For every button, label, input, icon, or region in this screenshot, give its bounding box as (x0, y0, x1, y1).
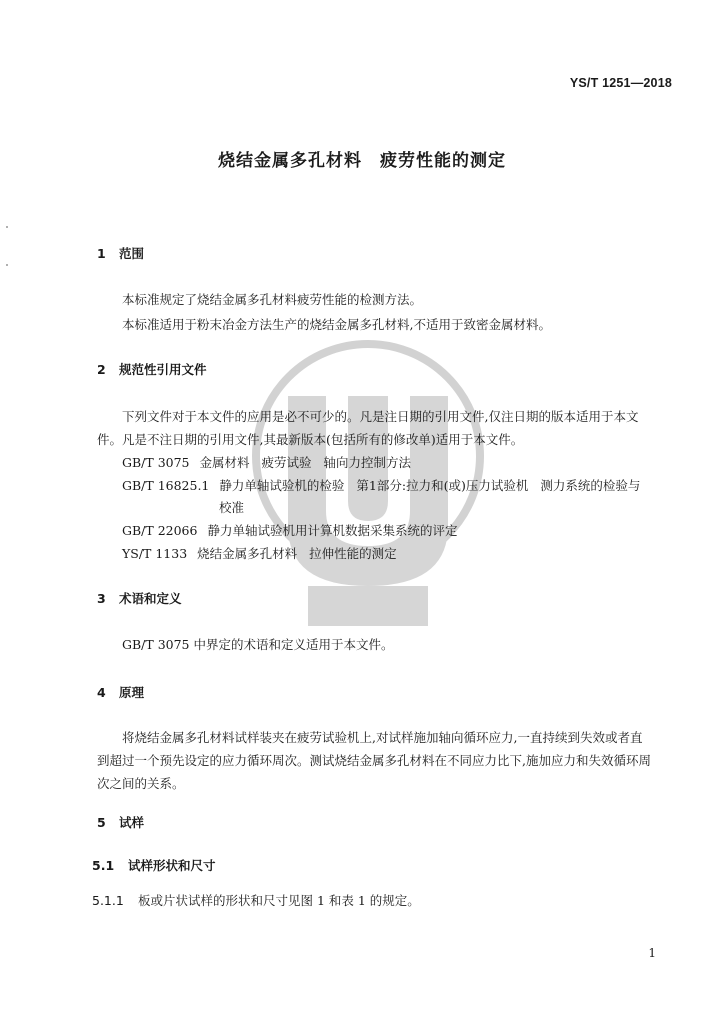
document-title (0, 146, 724, 171)
principle-line-2: 到超过一个预先设定的应力循环周次。测试烧结金属多孔材料在不同应力比下,施加应力和失效循环周 (97, 753, 651, 768)
reference-item (122, 476, 640, 494)
section-heading-scope (97, 244, 144, 262)
section-title: 原理 (119, 685, 145, 700)
subsection-heading-shape-size (92, 856, 216, 874)
section-heading-terms (97, 589, 182, 607)
section-title: 规范性引用文件 (119, 362, 207, 377)
reference-title-a: 静力单轴试验机的检验 (219, 478, 345, 493)
section-title: 范围 (119, 246, 145, 261)
reference-code: GB/T 22066 (122, 523, 198, 538)
reference-title-a: 金属材料 (199, 455, 250, 470)
scope-paragraph-2: 本标准适用于粉末冶金方法生产的烧结金属多孔材料,不适用于致密金属材料。 (122, 317, 551, 332)
scope-paragraph-1: 本标准规定了烧结金属多孔材料疲劳性能的检测方法。 (122, 292, 423, 307)
section-number: 2 (97, 362, 106, 377)
section-heading-specimen (97, 813, 144, 831)
subsection-number: 5.1 (92, 858, 115, 873)
subsection-title: 试样形状和尺寸 (128, 858, 216, 873)
standard-code: YS/T 1251—2018 (569, 76, 672, 90)
section-number: 3 (97, 591, 106, 606)
clause-text: 板或片状试样的形状和尺寸见图 1 和表 1 的规定。 (138, 893, 420, 908)
terms-paragraph: GB/T 3075 中界定的术语和定义适用于本文件。 (122, 637, 394, 652)
reference-title-b: 拉伸性能的测定 (309, 546, 397, 561)
reference-code: GB/T 16825.1 (122, 478, 210, 493)
reference-item (122, 544, 397, 562)
title-part-2: 疲劳性能的测定 (380, 151, 506, 171)
reference-item (122, 453, 411, 471)
section-number: 5 (97, 815, 106, 830)
scan-mark (6, 264, 8, 266)
clause-number: 5.1.1 (92, 893, 124, 908)
section-title: 试样 (119, 815, 145, 830)
reference-code: YS/T 1133 (122, 546, 188, 561)
reference-title-a: 静力单轴试验机用计算机数据采集系统的评定 (207, 523, 458, 538)
references-intro-line-2: 件。凡是不注日期的引用文件,其最新版本(包括所有的修改单)适用于本文件。 (97, 432, 524, 447)
reference-title-b: 疲劳试验 (261, 455, 312, 470)
reference-code: GB/T 3075 (122, 455, 190, 470)
principle-line-1: 将烧结金属多孔材料试样装夹在疲劳试验机上,对试样施加轴向循环应力,一直持续到失效或者直 (122, 730, 643, 745)
title-part-1: 烧结金属多孔材料 (218, 151, 362, 171)
section-heading-principle (97, 683, 144, 701)
reference-title-continuation: 校准 (219, 500, 245, 515)
reference-title-c: 轴向力控制方法 (323, 455, 412, 470)
clause-5-1-1 (92, 891, 420, 909)
principle-line-3: 次之间的关系。 (97, 776, 185, 791)
reference-title-a: 烧结金属多孔材料 (197, 546, 298, 561)
section-number: 1 (97, 246, 106, 261)
section-title: 术语和定义 (119, 591, 182, 606)
reference-title-c: 测力系统的检验与 (540, 478, 641, 493)
section-number: 4 (97, 685, 106, 700)
reference-item (122, 521, 457, 539)
page-number: 1 (648, 946, 656, 960)
reference-title-b: 第1部分:拉力和(或)压力试验机 (356, 478, 529, 493)
references-intro-line-1: 下列文件对于本文件的应用是必不可少的。凡是注日期的引用文件,仅注日期的版本适用于本文 (122, 409, 639, 424)
scan-mark (6, 226, 8, 228)
section-heading-references (97, 360, 207, 378)
